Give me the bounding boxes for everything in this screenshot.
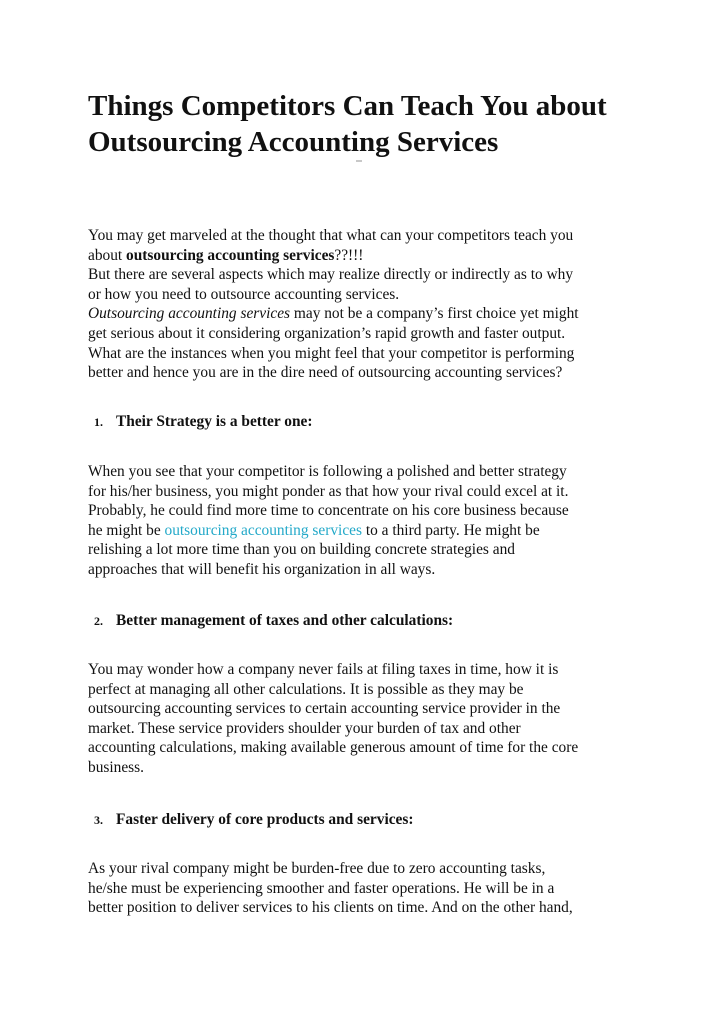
text-line: better and hence you are in the dire need of outsourcing accounting services? [88, 364, 563, 382]
intro-paragraph [88, 226, 648, 383]
heading-text: Their Strategy is a better one: [116, 413, 313, 430]
text-line: outsourcing accounting services to certain accounting service provider in the [88, 700, 561, 718]
outsourcing-accounting-services-link[interactable]: outsourcing accounting services [164, 521, 362, 539]
text-line: perfect at managing all other calculations. It is possible as they may be [88, 680, 524, 698]
text-span: may not be a company’s first choice yet might [290, 305, 579, 323]
section-heading-1 [94, 412, 312, 432]
text-line: As your rival company might be burden-free due to zero accounting tasks, [88, 860, 546, 877]
text-line: better position to deliver services to his clients on time. And on the other hand, [88, 899, 573, 917]
title-line-2: Outsourcing Accounting Services [88, 126, 499, 158]
text-line: You may get marveled at the thought that what can your competitors teach you [88, 227, 574, 244]
decorative-mark [356, 160, 362, 162]
text-line: relishing a lot more time than you on building concrete strategies and [88, 541, 515, 559]
text-line: When you see that your competitor is following a polished and better strategy [88, 463, 567, 480]
text-line: approaches that will benefit his organization in all ways. [88, 560, 436, 578]
text-line: business. [88, 758, 145, 776]
list-number: 1. [94, 415, 103, 429]
list-number: 3. [94, 813, 103, 827]
bold-keyword: outsourcing accounting services [126, 246, 335, 264]
text-span: to a third party. He might be [361, 521, 540, 539]
text-line [88, 246, 648, 266]
section-paragraph-2 [88, 660, 648, 778]
italic-keyword: Outsourcing accounting services [88, 305, 291, 323]
text-line: But there are several aspects which may realize directly or indirectly as to why [88, 266, 574, 284]
text-line: accounting calculations, making available generous amount of time for the core [88, 739, 579, 757]
text-line: he/she must be experiencing smoother and faster operations. He will be in a [88, 879, 555, 897]
text-line: You may wonder how a company never fails at filing taxes in time, how it is [88, 661, 559, 678]
title-line-1: Things Competitors Can Teach You about [88, 90, 607, 122]
heading-text: Faster delivery of core products and services: [116, 811, 414, 828]
text-line [88, 304, 648, 324]
text-line: What are the instances when you might feel that your competitor is performing [88, 344, 575, 362]
text-line: for his/her business, you might ponder as that how your rival could excel at it. [88, 482, 569, 500]
text-span: he might be [88, 521, 165, 539]
text-line: get serious about it considering organization’s rapid growth and faster output. [88, 324, 566, 342]
heading-text: Better management of taxes and other calculations: [116, 612, 454, 629]
text-line [88, 521, 648, 541]
section-paragraph-3 [88, 859, 648, 918]
section-paragraph-1 [88, 462, 648, 580]
section-heading-3 [94, 810, 414, 830]
text-line: or how you need to outsource accounting services. [88, 285, 400, 303]
section-heading-2 [94, 611, 453, 631]
document-title [88, 88, 688, 160]
text-span: ??!!! [334, 246, 364, 264]
list-number: 2. [94, 614, 103, 628]
text-span: about [88, 246, 127, 264]
text-line: Probably, he could find more time to concentrate on his core business because [88, 502, 569, 520]
text-line: market. These service providers shoulder your burden of tax and other [88, 719, 521, 737]
